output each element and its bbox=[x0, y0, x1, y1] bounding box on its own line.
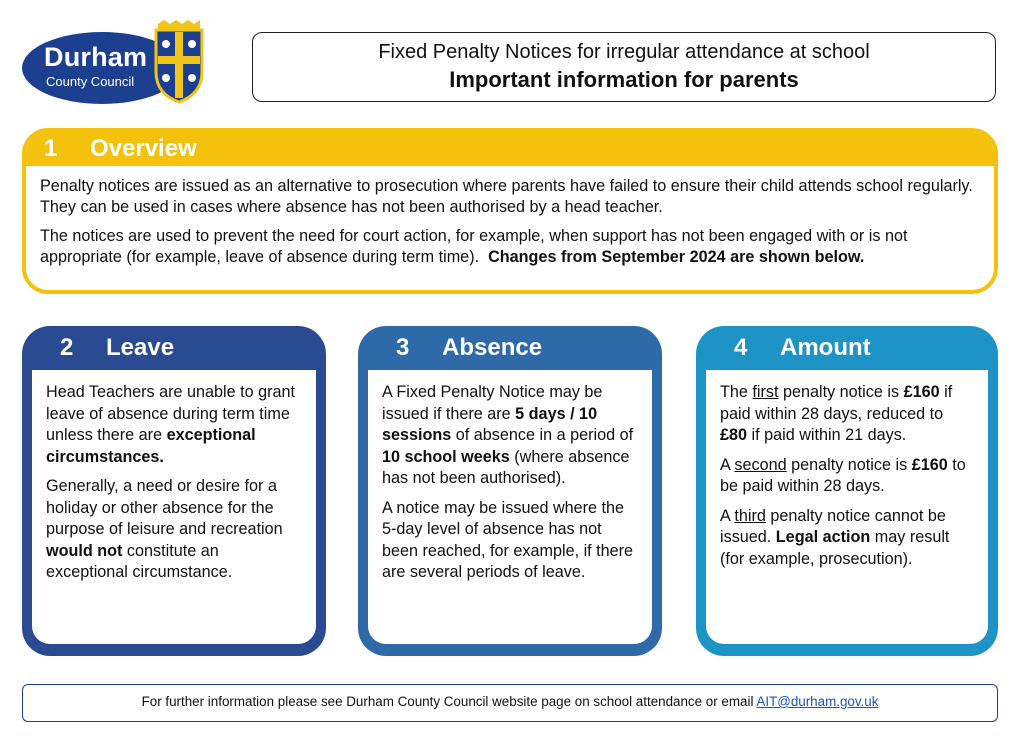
absence-text: (where absence has not been authorised). bbox=[382, 447, 630, 487]
section-title: Overview bbox=[90, 135, 197, 162]
section-title: Absence bbox=[442, 334, 543, 361]
amount-bold-text: £160 bbox=[903, 383, 940, 401]
crest-icon bbox=[150, 20, 208, 104]
leave-body bbox=[32, 370, 316, 644]
amount-bold-text: £80 bbox=[720, 426, 748, 444]
amount-paragraph-2 bbox=[720, 455, 974, 498]
overview-heading bbox=[26, 132, 994, 166]
leave-paragraph-2 bbox=[46, 476, 302, 584]
amount-text: penalty notice cannot be issued. bbox=[720, 506, 946, 546]
section-number: 1 bbox=[44, 135, 58, 162]
amount-text: A bbox=[720, 455, 730, 474]
amount-text: penalty notice is bbox=[791, 455, 908, 474]
amount-paragraph-1 bbox=[720, 382, 974, 447]
absence-body bbox=[368, 370, 652, 644]
absence-paragraph-1 bbox=[382, 382, 638, 490]
absence-card bbox=[358, 326, 662, 656]
amount-bold-text: Legal action bbox=[775, 528, 871, 546]
section-number: 4 bbox=[734, 334, 748, 361]
amount-underlined-text: third bbox=[734, 506, 766, 525]
section-number: 3 bbox=[396, 334, 410, 361]
absence-bold-text: 10 school weeks bbox=[382, 447, 510, 466]
absence-bold-text: 5 days / 10 sessions bbox=[382, 404, 598, 444]
logo-title: Durham bbox=[44, 42, 148, 72]
absence-heading bbox=[358, 326, 662, 366]
amount-text: may result (for example, prosecution). bbox=[720, 528, 950, 568]
amount-text: The bbox=[720, 383, 748, 401]
amount-heading bbox=[696, 326, 998, 366]
header-line-2: Important information for parents bbox=[449, 67, 799, 92]
leave-text: Head Teachers are unable to grant leave of absence during term time unless there are bbox=[46, 383, 295, 444]
amount-text: if paid within 21 days. bbox=[751, 426, 907, 444]
amount-text: if paid within 28 days, reduced to bbox=[720, 383, 953, 423]
overview-paragraph-1: Penalty notices are issued as an alternative to prosecution where parents have failed to ensure their child attends school regularly. They can be used in cases where absence has not been authorised by a head teacher. bbox=[40, 177, 973, 216]
header-line-1: Fixed Penalty Notices for irregular attendance at school bbox=[378, 41, 870, 63]
logo-subtitle: County Council bbox=[46, 74, 135, 89]
overview-changes-note: Changes from September 2024 are shown below. bbox=[488, 248, 865, 266]
amount-body bbox=[706, 370, 988, 644]
footer bbox=[22, 684, 998, 722]
footer-text: For further information please see Durham County Council website page on school attendance or email bbox=[141, 694, 754, 709]
amount-card bbox=[696, 326, 998, 656]
document-header bbox=[252, 32, 996, 102]
leave-text: Generally, a need or desire for a holiday or other absence for the purpose of leisure and recreation bbox=[46, 477, 283, 538]
absence-text: of absence in a period of bbox=[455, 426, 634, 444]
absence-paragraph-2: A notice may be issued where the 5-day level of absence has not been reached, for example, if there are several periods of leave. bbox=[382, 498, 634, 581]
leave-heading bbox=[22, 326, 326, 366]
overview-paragraph-2-text: The notices are used to prevent the need for court action, for example, when support has not been engaged with or is not appropriate (for example, leave of absence during term time). bbox=[40, 227, 908, 266]
council-logo bbox=[22, 20, 208, 106]
leave-bold-text: would not bbox=[46, 541, 123, 560]
amount-underlined-text: second bbox=[734, 455, 787, 474]
leave-bold-text: exceptional circumstances. bbox=[46, 426, 256, 466]
overview-section bbox=[22, 128, 998, 294]
overview-body bbox=[26, 166, 994, 268]
overview-paragraph-2 bbox=[40, 226, 980, 268]
absence-text: A Fixed Penalty Notice may be issued if there are bbox=[382, 383, 603, 423]
amount-underlined-text: first bbox=[752, 383, 779, 401]
section-title: Leave bbox=[106, 334, 175, 361]
section-title: Amount bbox=[780, 334, 871, 361]
amount-bold-text: £160 bbox=[911, 455, 948, 474]
amount-text: A bbox=[720, 506, 730, 525]
amount-text: to be paid within 28 days. bbox=[720, 455, 966, 495]
leave-paragraph-1 bbox=[46, 382, 302, 468]
section-number: 2 bbox=[60, 334, 74, 361]
leave-text: constitute an exceptional circumstance. bbox=[46, 541, 233, 581]
leave-card bbox=[22, 326, 326, 656]
amount-paragraph-3 bbox=[720, 506, 974, 571]
email-link[interactable]: AIT@durham.gov.uk bbox=[756, 694, 879, 709]
amount-text: penalty notice is bbox=[782, 383, 900, 401]
